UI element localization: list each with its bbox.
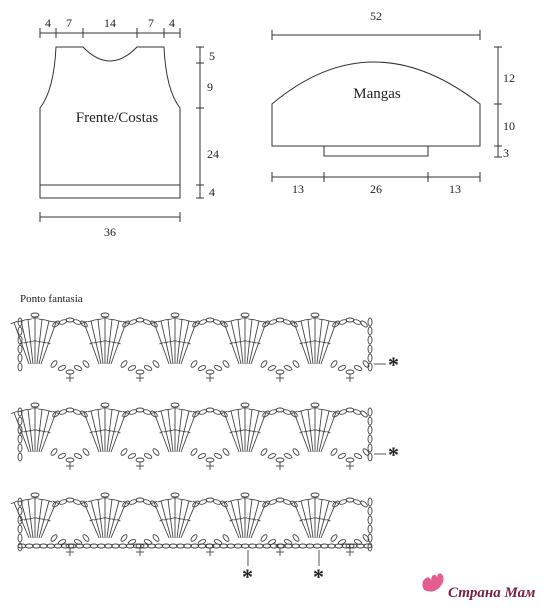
- chain-stitch-symbol: [354, 364, 363, 371]
- front-side-dim-3: 24: [207, 147, 219, 161]
- stitch-cross-bar: [304, 519, 308, 520]
- chain-stitch-symbol: [31, 493, 39, 497]
- chain-stitch-symbol: [198, 452, 207, 459]
- chain-stitch-symbol: [353, 499, 362, 505]
- front-side-dim-4: 4: [209, 185, 215, 199]
- chain-stitch-symbol: [354, 452, 363, 459]
- stitch-cross-bar: [112, 431, 116, 432]
- sleeve-piece: [272, 9, 515, 196]
- chain-stitch-symbol: [368, 453, 372, 461]
- repeat-marker-2: *: [313, 564, 324, 589]
- stitch-top-bar: [25, 319, 32, 320]
- stitch-top-bar: [39, 499, 46, 500]
- stitch-top-bar: [109, 319, 116, 320]
- chain-stitch-symbol: [353, 409, 362, 415]
- chain-stitch-symbol: [360, 410, 369, 418]
- chain-stitch-symbol: [82, 448, 90, 457]
- stitch-top-bar: [319, 499, 326, 500]
- chain-stitch-symbol: [368, 408, 372, 416]
- chain-stitch-symbol: [368, 318, 372, 326]
- chain-stitch-symbol: [18, 435, 22, 443]
- sleeve-side-dim-1: 12: [503, 71, 515, 85]
- chain-stitch-symbol: [283, 409, 292, 415]
- chain-stitch-symbol: [18, 525, 22, 533]
- chain-stitch-symbol: [241, 493, 249, 497]
- chain-stitch-symbol: [31, 313, 39, 317]
- stitch-cross-bar: [168, 518, 172, 519]
- chain-stitch-symbol: [368, 417, 372, 425]
- front-side-dim-1: 5: [209, 49, 215, 63]
- row-marker-1: *: [388, 352, 399, 377]
- chain-stitch-symbol: [136, 370, 144, 374]
- chain-stitch-symbol: [18, 417, 22, 425]
- chain-stitch-symbol: [292, 448, 300, 457]
- front-top-dim-2: 7: [66, 16, 72, 30]
- chain-stitch-symbol: [368, 426, 372, 434]
- chain-stitch-symbol: [136, 458, 144, 462]
- front-top-dim-1: 4: [45, 16, 51, 30]
- sleeve-side-dim-3: 3: [503, 146, 509, 160]
- chain-stitch-symbol: [260, 360, 268, 369]
- chain-stitch-symbol: [276, 370, 284, 374]
- sleeve-bottom-dim-3: 13: [449, 182, 461, 196]
- chain-stitch-symbol: [143, 409, 152, 415]
- stitch-cross-bar: [182, 342, 186, 343]
- chain-stitch-symbol: [101, 313, 109, 317]
- stitch-top-bar: [305, 319, 312, 320]
- stitch-top-bar: [109, 499, 116, 500]
- chain-stitch-symbol: [128, 452, 137, 459]
- stitch-top-bar: [249, 409, 256, 410]
- stitch-cross-bar: [42, 342, 46, 343]
- chain-stitch-symbol: [214, 364, 223, 371]
- chain-stitch-symbol: [74, 452, 83, 459]
- stitch-top-bar: [165, 499, 172, 500]
- chain-stitch-symbol: [268, 452, 277, 459]
- chain-stitch-symbol: [311, 313, 319, 317]
- chain-stitch-symbol: [368, 327, 372, 335]
- front-side-dim-2: 9: [207, 80, 213, 94]
- stitch-cross-bar: [94, 431, 98, 432]
- chain-stitch-symbol: [206, 370, 214, 374]
- watermark-hand-icon: [422, 573, 443, 591]
- stitch-top-bar: [319, 409, 326, 410]
- sleeve-outline: [272, 62, 480, 146]
- chain-stitch-symbol: [82, 360, 90, 369]
- stitch-cross-bar: [177, 518, 181, 519]
- chain-stitch-symbol: [18, 327, 22, 335]
- stitch-cross-bar: [322, 431, 326, 432]
- stitch-cross-bar: [317, 518, 321, 519]
- chain-stitch-symbol: [18, 444, 22, 452]
- stitch-cross-bar: [252, 431, 256, 432]
- chain-stitch-symbol: [292, 534, 300, 543]
- chain-stitch-symbol: [213, 319, 222, 325]
- chain-stitch-symbol: [171, 493, 179, 497]
- chain-stitch-symbol: [368, 516, 372, 524]
- watermark-text: Страна Мам: [448, 585, 536, 601]
- chain-stitch-symbol: [190, 360, 198, 369]
- stitch-cross-bar: [322, 342, 326, 343]
- chain-stitch-symbol: [346, 370, 354, 374]
- stitch-cross-bar: [94, 519, 98, 520]
- chain-stitch-symbol: [268, 364, 277, 371]
- chain-stitch-symbol: [152, 448, 160, 457]
- stitch-top-bar: [235, 409, 242, 410]
- stitch-cross-bar: [322, 519, 326, 520]
- chain-stitch-symbol: [73, 499, 82, 505]
- chain-stitch-symbol: [360, 320, 369, 328]
- stitch-top-bar: [95, 409, 102, 410]
- stitch-cross-bar: [112, 519, 116, 520]
- chain-stitch-symbol: [206, 458, 214, 462]
- chain-stitch-symbol: [152, 360, 160, 369]
- chain-stitch-symbol: [18, 363, 22, 371]
- stitch-cross-bar: [98, 518, 102, 519]
- chain-stitch-symbol: [120, 360, 128, 369]
- sleeve-top-dim: 52: [370, 9, 382, 23]
- chain-stitch-symbol: [311, 493, 319, 497]
- chain-stitch-symbol: [353, 319, 362, 325]
- chain-stitch-symbol: [128, 364, 137, 371]
- chain-stitch-symbol: [18, 507, 22, 515]
- chain-stitch-symbol: [241, 313, 249, 317]
- chain-stitch-symbol: [74, 364, 83, 371]
- stitch-cross-bar: [24, 519, 28, 520]
- stitch-top-bar: [165, 319, 172, 320]
- stitch-cross-bar: [164, 342, 168, 343]
- chain-stitch-symbol: [283, 319, 292, 325]
- chain-stitch-symbol: [311, 403, 319, 407]
- stitch-cross-bar: [304, 342, 308, 343]
- chain-stitch-symbol: [330, 360, 338, 369]
- stitch-cross-bar: [107, 518, 111, 519]
- stitch-cross-bar: [37, 518, 41, 519]
- stitch-cross-bar: [94, 342, 98, 343]
- chain-stitch-symbol: [66, 458, 74, 462]
- chain-stitch-symbol: [18, 345, 22, 353]
- stitch-cross-bar: [24, 342, 28, 343]
- stitch-top-bar: [25, 409, 32, 410]
- chain-stitch-symbol: [222, 448, 230, 457]
- chain-stitch-symbol: [31, 403, 39, 407]
- chain-stitch-symbol: [120, 534, 128, 543]
- chain-stitch-symbol: [73, 409, 82, 415]
- front-bottom-dim: 36: [104, 225, 116, 239]
- stitch-cross-bar: [247, 518, 251, 519]
- stitch-cross-bar: [234, 431, 238, 432]
- stitch-top-bar: [39, 409, 46, 410]
- stitch-top-bar: [165, 409, 172, 410]
- chain-stitch-symbol: [360, 500, 369, 508]
- stitch-cross-bar: [164, 431, 168, 432]
- stitch-top-bar: [319, 319, 326, 320]
- stitch-cross-bar: [252, 519, 256, 520]
- stitch-cross-bar: [112, 342, 116, 343]
- chain-stitch-symbol: [284, 452, 293, 459]
- chain-stitch-symbol: [241, 403, 249, 407]
- sleeve-label: Mangas: [353, 86, 401, 102]
- site-watermark: [422, 573, 535, 601]
- chain-stitch-symbol: [330, 534, 338, 543]
- front-top-dim-5: 4: [169, 16, 175, 30]
- chain-stitch-symbol: [284, 364, 293, 371]
- stitch-cross-bar: [42, 431, 46, 432]
- stitch-top-bar: [305, 409, 312, 410]
- stitch-cross-bar: [28, 518, 32, 519]
- chain-stitch-symbol: [143, 319, 152, 325]
- chain-stitch-symbol: [58, 364, 67, 371]
- sleeve-side-dim-2: 10: [503, 119, 515, 133]
- chain-stitch-symbol: [222, 534, 230, 543]
- stitch-top-bar: [235, 319, 242, 320]
- chain-stitch-symbol: [368, 354, 372, 362]
- repeat-marker-1: *: [242, 564, 253, 589]
- chain-stitch-symbol: [368, 336, 372, 344]
- front-top-dim-4: 7: [148, 16, 154, 30]
- chain-stitch-symbol: [73, 319, 82, 325]
- stitch-top-bar: [305, 499, 312, 500]
- stitch-cross-bar: [252, 342, 256, 343]
- chain-stitch-symbol: [144, 364, 153, 371]
- stitch-cross-bar: [238, 518, 242, 519]
- chain-stitch-symbol: [18, 453, 22, 461]
- chain-stitch-symbol: [120, 448, 128, 457]
- stitch-cross-bar: [234, 519, 238, 520]
- chain-stitch-symbol: [283, 499, 292, 505]
- stitch-cross-bar: [164, 519, 168, 520]
- stitch-cross-bar: [24, 431, 28, 432]
- chain-stitch-symbol: [330, 448, 338, 457]
- front-back-piece: [40, 16, 219, 239]
- stitch-cross-bar: [182, 519, 186, 520]
- stitch-top-bar: [95, 319, 102, 320]
- chain-stitch-symbol: [368, 444, 372, 452]
- stitch-cross-bar: [308, 518, 312, 519]
- chain-stitch-symbol: [346, 458, 354, 462]
- stitch-top-bar: [39, 319, 46, 320]
- stitch-top-bar: [179, 409, 186, 410]
- chain-stitch-symbol: [292, 360, 300, 369]
- chain-stitch-symbol: [368, 435, 372, 443]
- chain-stitch-symbol: [18, 534, 22, 542]
- chain-stitch-symbol: [50, 360, 58, 369]
- chain-stitch-symbol: [368, 525, 372, 533]
- sleeve-bottom-dim-2: 26: [370, 182, 382, 196]
- chain-stitch-symbol: [50, 448, 58, 457]
- stitch-top-bar: [179, 319, 186, 320]
- chain-stitch-symbol: [368, 345, 372, 353]
- chain-stitch-symbol: [58, 452, 67, 459]
- chain-stitch-symbol: [213, 409, 222, 415]
- sleeve-bottom-dim-1: 13: [292, 182, 304, 196]
- front-top-dim-3: 14: [104, 16, 116, 30]
- stitch-top-bar: [109, 409, 116, 410]
- chain-stitch-symbol: [171, 403, 179, 407]
- chain-stitch-symbol: [260, 448, 268, 457]
- stitch-top-bar: [25, 499, 32, 500]
- front-label: Frente/Costas: [75, 110, 159, 126]
- stitch-cross-bar: [304, 431, 308, 432]
- chain-stitch-symbol: [18, 354, 22, 362]
- stitch-title: Ponto fantasia: [20, 293, 83, 305]
- chain-stitch-symbol: [213, 499, 222, 505]
- chain-stitch-symbol: [101, 403, 109, 407]
- chain-stitch-symbol: [50, 534, 58, 543]
- chain-stitch-symbol: [338, 364, 347, 371]
- chain-stitch-symbol: [338, 452, 347, 459]
- stitch-cross-bar: [234, 342, 238, 343]
- chain-stitch-symbol: [82, 534, 90, 543]
- chain-stitch-symbol: [152, 534, 160, 543]
- stitch-top-bar: [249, 499, 256, 500]
- stitch-chart: [11, 313, 386, 566]
- chain-stitch-symbol: [368, 507, 372, 515]
- row-marker-2: *: [388, 442, 399, 467]
- chain-stitch-symbol: [190, 448, 198, 457]
- chain-stitch-symbol: [198, 364, 207, 371]
- chain-stitch-symbol: [222, 360, 230, 369]
- stitch-top-bar: [249, 319, 256, 320]
- chain-stitch-symbol: [101, 493, 109, 497]
- chain-stitch-symbol: [368, 498, 372, 506]
- chain-stitch-symbol: [276, 458, 284, 462]
- stitch-cross-bar: [42, 519, 46, 520]
- chain-stitch-symbol: [171, 313, 179, 317]
- chain-stitch-symbol: [66, 370, 74, 374]
- chain-stitch-symbol: [144, 452, 153, 459]
- chain-stitch-symbol: [143, 499, 152, 505]
- chain-stitch-symbol: [214, 452, 223, 459]
- chain-stitch-symbol: [260, 534, 268, 543]
- stitch-top-bar: [95, 499, 102, 500]
- chain-stitch-symbol: [190, 534, 198, 543]
- stitch-cross-bar: [182, 431, 186, 432]
- stitch-top-bar: [235, 499, 242, 500]
- stitch-top-bar: [179, 499, 186, 500]
